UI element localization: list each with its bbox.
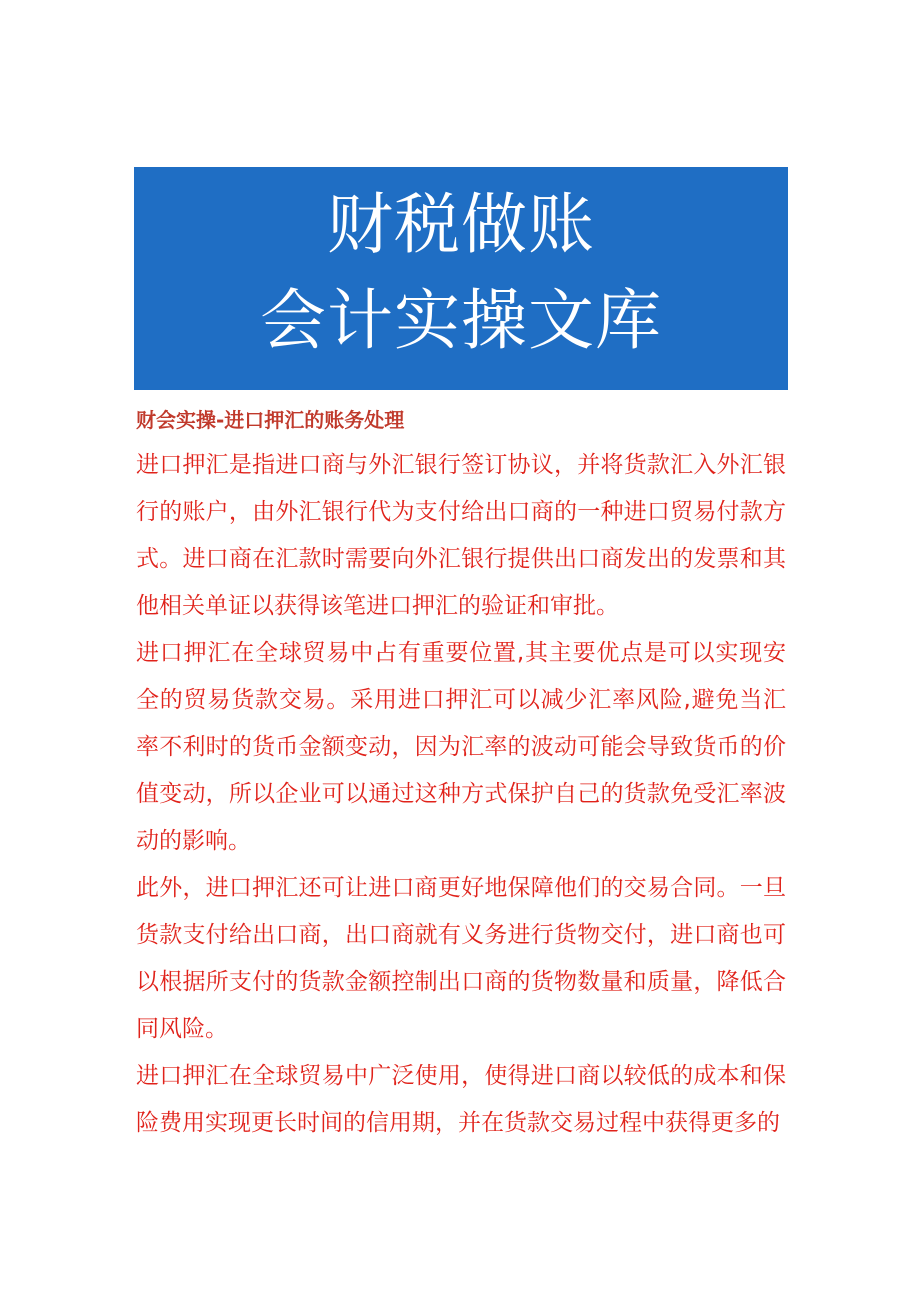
banner-title-line-2: 会计实操文库 [260,282,662,359]
document-body [136,398,786,1147]
document-title: 财会实操-进口押汇的账务处理 [136,408,405,432]
banner-title-line-1: 财税做账 [327,186,595,263]
title-banner [134,167,788,390]
paragraph-2: 进口押汇在全球贸易中占有重要位置,其主要优点是可以实现安全的贸易货款交易。采用进口押汇可以减少汇率风险,避免当汇率不利时的货币金额变动，因为汇率的波动可能会导致货币的价值变动，所以企业可以通过这种方式保护自己的货款免受汇率波动的影响。 [136,640,786,854]
paragraph-1: 进口押汇是指进口商与外汇银行签订协议，并将货款汇入外汇银行的账户，由外汇银行代为支付给出口商的一种进口贸易付款方式。进口商在汇款时需要向外汇银行提供出口商发出的发票和其他相关单证以获得该笔进口押汇的验证和审批。 [136,452,786,619]
paragraph-4: 进口押汇在全球贸易中广泛使用，使得进口商以较低的成本和保险费用实现更长时间的信用期，并在货款交易过程中获得更多的 [136,1063,786,1136]
paragraph-3: 此外，进口押汇还可让进口商更好地保障他们的交易合同。一旦货款支付给出口商，出口商就有义务进行货物交付，进口商也可以根据所支付的货款金额控制出口商的货物数量和质量，降低合同风险。 [136,875,786,1042]
